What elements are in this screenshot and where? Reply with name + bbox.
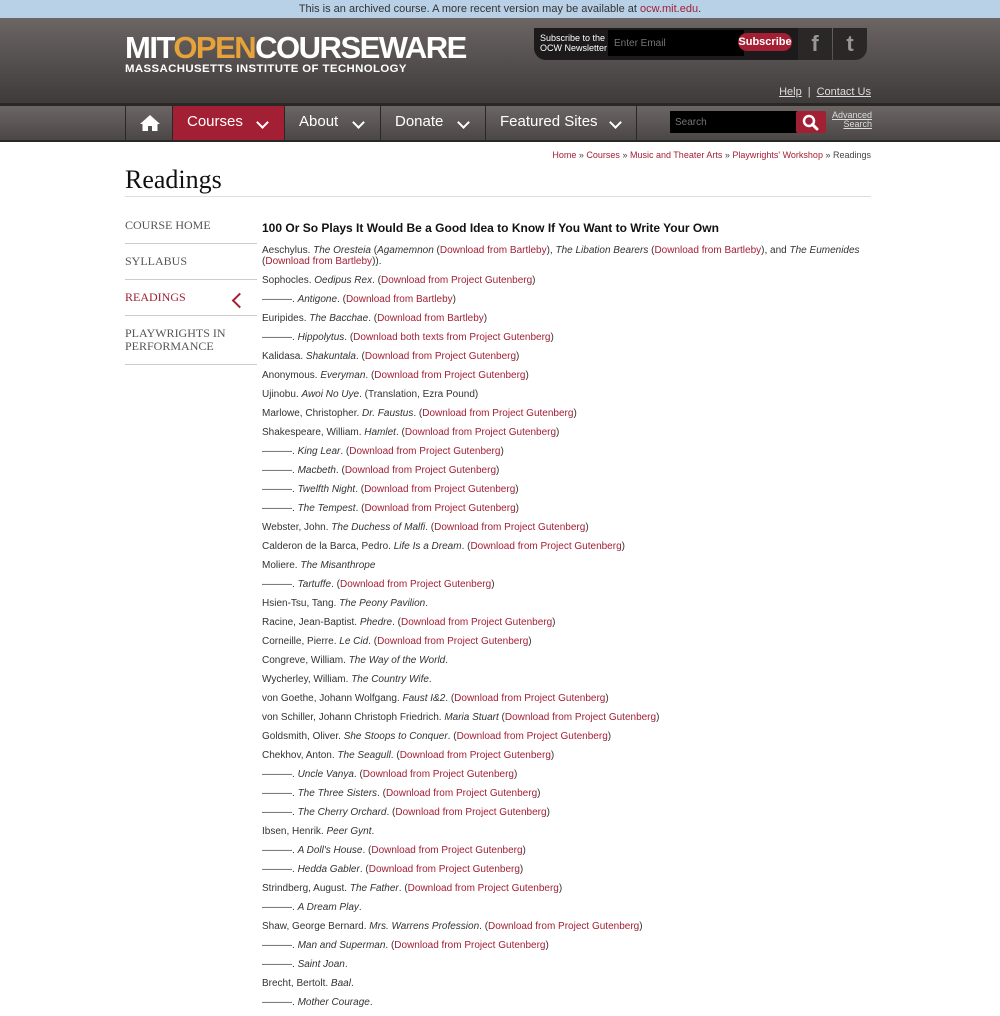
download-link[interactable]: Download from Project Gutenberg [374,370,526,381]
reading-title: The Peony Pavilion [339,598,426,609]
reading-title: Maria Stuart [444,712,499,723]
mit-ocw-logo[interactable] [125,30,466,76]
reading-author: Marlowe, Christopher. [262,408,363,419]
download-link[interactable]: Download from Project Gutenberg [400,617,553,628]
reading-entry [262,465,872,476]
reading-text: ) [537,788,541,799]
reading-text: ) [525,370,529,381]
reading-text: ) [513,769,518,780]
reading-author: Sophocles. [262,275,315,286]
reading-entry [262,560,872,571]
reading-author: Congreve, William. [262,655,349,666]
reading-entry [262,902,872,913]
download-link[interactable]: Download from Project Gutenberg [364,351,517,362]
reading-title: Dr. Faustus [362,408,414,419]
reading-author: Racine, Jean-Baptist. [262,617,360,628]
reading-author: Shaw, George Bernard. [262,921,370,932]
reading-title: King Lear [297,446,341,457]
reading-title: Hamlet [364,427,396,438]
reading-author: ———. [262,959,298,970]
reading-text: . ( [390,750,400,761]
download-link[interactable]: Download from Project Gutenberg [399,750,551,761]
reading-text: . ( [413,408,423,419]
reading-text: . ( [355,351,365,362]
reading-title: Antigone [297,294,338,305]
download-link[interactable]: Download from Project Gutenberg [394,940,546,951]
reading-text: . ( [340,446,350,457]
download-link[interactable]: Download from Project Gutenberg [456,731,608,742]
download-link[interactable]: Download from Project Gutenberg [364,484,516,495]
reading-text: . [445,655,449,666]
breadcrumb-separator: » [822,150,833,160]
reading-title: Peer Gynt [326,826,372,837]
download-link[interactable]: Download from Project Gutenberg [377,636,529,647]
reading-text: . ( [355,503,365,514]
reading-text: ) [500,446,504,457]
reading-author: ———. [262,902,298,913]
reading-text: . [425,598,429,609]
reading-entry [262,731,872,742]
sidenav-item-label: SYLLABUS [125,254,188,268]
reading-text: . ( [425,522,435,533]
reading-author: ———. [262,788,298,799]
reading-title: The Father [349,883,399,894]
chevron-down-icon [352,116,365,129]
reading-title: She Stoops to Conquer [343,731,448,742]
download-link[interactable]: Download from Project Gutenberg [371,845,523,856]
chevron-down-icon [457,116,470,129]
reading-title: The Way of the World [348,655,446,666]
reading-text: . ( [368,636,378,647]
reading-text: ) [483,313,488,324]
nav-featured-label: Featured Sites [500,113,598,130]
reading-title: Twelfth Night [297,484,356,495]
reading-author: ———. [262,503,298,514]
reading-text: . ( [362,845,372,856]
reading-entry [262,997,872,1008]
reading-entry [262,940,872,951]
reading-entry [262,845,872,856]
help-link[interactable]: Help [779,86,802,98]
reading-text: . ( [331,579,340,590]
reading-entry [262,522,872,533]
sidenav-item-syllabus[interactable] [125,244,257,280]
download-link[interactable]: Download from Project Gutenberg [422,408,574,419]
archive-banner-end: . [698,3,702,15]
reading-text: ) [556,427,560,438]
utility-separator: | [807,86,811,98]
download-link[interactable]: Download from Bartleby [345,294,453,305]
nav-courses-label: Courses [187,113,243,130]
reading-text: ) [496,465,500,476]
reading-author: Brecht, Bertolt. [262,978,331,989]
reading-text: ) [558,883,563,894]
contact-us-link[interactable]: Contact Us [816,86,871,98]
facebook-icon[interactable]: f [798,28,832,60]
ocw-link[interactable]: ocw.mit.edu [640,3,699,15]
chevron-down-icon [609,116,622,129]
reading-author: Ujinobu. [262,389,302,400]
nav-home[interactable] [125,106,172,140]
reading-text: . ( [398,883,408,894]
breadcrumb-courses[interactable]: Courses [586,150,620,160]
reading-author: ———. [262,484,298,495]
sidenav-item-label: COURSE HOME [125,218,211,232]
reading-title: Phedre [359,617,393,628]
download-link[interactable]: Download from Bartleby [377,313,484,324]
reading-text: . ( [359,864,369,875]
download-link[interactable]: Download from Bartleby [439,245,547,256]
course-sidenav [125,208,257,365]
download-link[interactable]: Download from Project Gutenberg [404,427,557,438]
reading-entry [262,807,872,818]
reading-entry [262,484,872,495]
reading-text: ) [532,275,536,286]
reading-title: The Misanthrope [300,560,376,571]
reading-title: Life Is a Dream [393,541,462,552]
chevron-down-icon [256,116,269,129]
download-link[interactable]: Download from Project Gutenberg [368,864,520,875]
download-link[interactable]: Download from Bartleby [265,256,373,267]
reading-text: . [350,978,354,989]
reading-text: . (Translation, Ezra Pound) [359,389,479,400]
reading-text: . ( [335,465,345,476]
reading-title: Oedipus Rex [314,275,373,286]
reading-author: von Schiller, Johann Christoph Friedrich. [262,712,445,723]
reading-text: ) [515,484,519,495]
reading-text: )). [372,256,382,267]
breadcrumb-home[interactable]: Home [552,150,577,160]
reading-entry [262,294,872,305]
reading-text: ) [621,541,625,552]
reading-text: ) [522,845,526,856]
sidenav-item-label: PLAYWRIGHTS IN PERFORMANCE [125,326,226,353]
download-link[interactable]: Download from Project Gutenberg [340,579,492,590]
reading-title: Hippolytus [297,332,345,343]
reading-text: ) [573,408,577,419]
reading-text: . ( [479,921,489,932]
reading-entry [262,245,872,267]
reading-author: ———. [262,864,298,875]
reading-text: . ( [385,940,395,951]
download-link[interactable]: Download from Project Gutenberg [362,769,514,780]
reading-text: ), and [761,245,790,256]
logo-subtitle: MASSACHUSETTS INSTITUTE OF TECHNOLOGY [125,63,407,75]
reading-text: ) [639,921,643,932]
reading-text: . ( [365,370,375,381]
reading-text: . ( [386,807,396,818]
reading-author: ———. [262,997,298,1008]
reading-title: A Doll's House [297,845,363,856]
title-divider [125,196,871,197]
breadcrumb-separator: » [576,150,587,160]
reading-text: . ( [395,427,405,438]
reading-author: Ibsen, Henrik. [262,826,327,837]
nav-about-label: About [299,113,339,130]
archive-banner [0,0,1000,18]
reading-entry [262,598,872,609]
reading-title: The Libation Bearers [555,245,649,256]
reading-text: ( [370,245,378,256]
newsletter-label: Subscribe to the OCW Newsletter [540,33,608,53]
reading-title: Everyman [320,370,366,381]
download-link[interactable]: Download from Project Gutenberg [434,522,586,533]
utility-links [779,86,871,98]
reading-title: The Cherry Orchard [297,807,387,818]
reading-author: Corneille, Pierre. [262,636,340,647]
reading-text: ) [607,731,612,742]
reading-title: The Three Sisters [297,788,378,799]
reading-entry [262,655,872,666]
home-icon [139,114,161,132]
reading-author: Shakespeare, William. [262,427,365,438]
reading-text: ( [262,256,266,267]
breadcrumb-current: Readings [832,150,871,160]
reading-text: . ( [445,693,455,704]
twitter-icon[interactable]: t [833,28,867,60]
reading-author: Calderon de la Barca, Pedro. [262,541,394,552]
reading-text: ) [491,579,495,590]
reading-text: . [358,902,362,913]
search-input[interactable] [670,111,805,133]
reading-title: Agamemnon [377,245,434,256]
reading-text: ) [519,864,524,875]
reading-author: ———. [262,769,298,780]
download-link[interactable]: Download from Project Gutenberg [504,712,657,723]
reading-text: . ( [368,313,378,324]
download-link[interactable]: Download from Project Gutenberg [349,446,501,457]
reading-title: Tartuffe [297,579,332,590]
breadcrumb-separator: » [619,150,630,160]
breadcrumb [552,150,871,160]
reading-author: Webster, John. [262,522,332,533]
site-header [0,18,1000,104]
logo-courseware: COURSEWARE [255,30,466,65]
reading-author: ———. [262,940,298,951]
reading-text: ( [433,245,440,256]
reading-author: Wycherley, William. [262,674,352,685]
reading-text: . [371,826,375,837]
reading-title: Hedda Gabler [297,864,360,875]
reading-title: Man and Superman [297,940,386,951]
reading-text: . ( [337,294,346,305]
reading-title: Macbeth [297,465,336,476]
reading-entry [262,446,872,457]
reading-text: . ( [461,541,471,552]
subscribe-button[interactable]: Subscribe [738,33,792,51]
reading-author: ———. [262,446,298,457]
chevron-left-icon [232,293,248,309]
reading-text: ) [545,940,549,951]
breadcrumb-course[interactable]: Playwrights' Workshop [732,150,823,160]
reading-text: . [344,959,348,970]
sidenav-item-label: READINGS [125,290,186,304]
reading-entry [262,503,872,514]
reading-title: The Oresteia [313,245,371,256]
reading-author: von Goethe, Johann Wolfgang. [262,693,403,704]
reading-entry [262,427,872,438]
reading-author: Hsien-Tsu, Tang. [262,598,340,609]
reading-author: ———. [262,465,298,476]
reading-title: Awoi No Uye [301,389,360,400]
reading-text: . ( [372,275,381,286]
nav-courses[interactable] [172,106,284,140]
reading-entry [262,978,872,989]
reading-title: The Eumenides [789,245,860,256]
reading-entry [262,617,872,628]
reading-title: Saint Joan [297,959,345,970]
newsletter-box [534,28,800,60]
reading-author: Strindberg, August. [262,883,350,894]
search-button[interactable] [796,111,826,133]
reading-entry [262,351,872,362]
reading-title: The Tempest [297,503,356,514]
reading-text: ( [498,712,505,723]
breadcrumb-department[interactable]: Music and Theater Arts [629,150,723,160]
reading-entry [262,883,872,894]
download-link[interactable]: Download from Project Gutenberg [454,693,606,704]
reading-text: . ( [377,788,386,799]
reading-title: The Seagull [337,750,391,761]
reading-text: . ( [392,617,401,628]
reading-text: ) [516,351,520,362]
reading-text: . ( [447,731,457,742]
page-title: Readings [125,165,222,194]
reading-title: Shakuntala [305,351,356,362]
reading-title: Mother Courage [297,997,370,1008]
reading-text: ) [515,503,519,514]
reading-text: . ( [344,332,354,343]
reading-text: ) [585,522,589,533]
reading-entry [262,541,872,552]
reading-entry [262,921,872,932]
reading-entry [262,389,872,400]
reading-title: Uncle Vanya [297,769,354,780]
archive-banner-text: This is an archived course. A more recent version may be available at [298,3,640,15]
reading-author: Aeschylus. [262,245,314,256]
download-link[interactable]: Download from Project Gutenberg [395,807,547,818]
readings-list [262,245,872,1008]
reading-entry [262,313,872,324]
reading-author: Anonymous. [262,370,321,381]
reading-author: Kalidasa. [262,351,306,362]
search-icon [796,111,826,133]
reading-text: ), [546,245,556,256]
download-link[interactable]: Download from Project Gutenberg [470,541,622,552]
reading-entry [262,275,872,286]
reading-author: ———. [262,807,298,818]
logo-wordmark [125,30,466,65]
reading-text: ) [452,294,456,305]
reading-author: ———. [262,579,298,590]
download-link[interactable]: Download from Project Gutenberg [344,465,496,476]
reading-title: A Dream Play [297,902,359,913]
reading-text: ) [656,712,660,723]
reading-text: . [369,997,373,1008]
reading-author: ———. [262,845,298,856]
nav-featured-sites[interactable] [485,106,637,140]
readings-content [262,221,872,1016]
reading-author: Goldsmith, Oliver. [262,731,344,742]
reading-entry [262,332,872,343]
reading-title: Mrs. Warrens Profession [369,921,480,932]
reading-text: . ( [355,484,365,495]
reading-text: . [428,674,432,685]
reading-title: The Bacchae [309,313,369,324]
reading-text: ( [648,245,655,256]
breadcrumb-separator: » [722,150,733,160]
reading-title: Baal [330,978,351,989]
newsletter-email-input[interactable] [608,30,744,56]
sidenav-item-course-home[interactable] [125,208,257,244]
main-nav [0,104,1000,142]
reading-entry [262,674,872,685]
reading-title: Faust I&2 [402,693,446,704]
reading-author: ———. [262,332,298,343]
reading-author: Chekhov, Anton. [262,750,338,761]
reading-text: ) [552,617,556,628]
reading-entry [262,579,872,590]
nav-about[interactable] [284,106,380,140]
reading-entry [262,712,872,723]
download-link[interactable]: Download from Project Gutenberg [380,275,533,286]
reading-text: ) [550,750,555,761]
sidenav-item-playwrights-in-performance[interactable] [125,316,257,365]
reading-title: The Country Wife [351,674,429,685]
logo-mit: MIT [125,30,174,65]
nav-donate[interactable] [380,106,485,140]
download-link[interactable]: Download from Bartleby [654,245,762,256]
reading-entry [262,750,872,761]
download-link[interactable]: Download from Project Gutenberg [407,883,559,894]
reading-text: ) [528,636,532,647]
download-link[interactable]: Download from Project Gutenberg [488,921,640,932]
reading-author: Moliere. [262,560,301,571]
logo-open: OPEN [173,30,256,65]
reading-entry [262,636,872,647]
reading-entry [262,864,872,875]
reading-title: Le Cid [339,636,369,647]
download-link[interactable]: Download both texts from Project Gutenberg [353,332,551,343]
reading-title: The Duchess of Malfi [331,522,426,533]
download-link[interactable]: Download from Project Gutenberg [364,503,516,514]
advanced-search-link[interactable]: Advanced Search [831,110,872,129]
reading-text: . ( [353,769,363,780]
download-link[interactable]: Download from Project Gutenberg [385,788,538,799]
reading-entry [262,693,872,704]
reading-entry [262,408,872,419]
nav-donate-label: Donate [395,113,444,130]
reading-entry [262,826,872,837]
reading-author: ———. [262,294,298,305]
reading-entry [262,769,872,780]
reading-entry [262,788,872,799]
reading-author: Euripides. [262,313,310,324]
reading-text: ) [605,693,609,704]
sidenav-item-readings[interactable] [125,280,257,316]
reading-text: ) [550,332,554,343]
reading-entry [262,959,872,970]
readings-heading: 100 Or So Plays It Would Be a Good Idea to Know If You Want to Write Your Own [262,221,719,235]
reading-entry [262,370,872,381]
reading-text: ) [546,807,550,818]
